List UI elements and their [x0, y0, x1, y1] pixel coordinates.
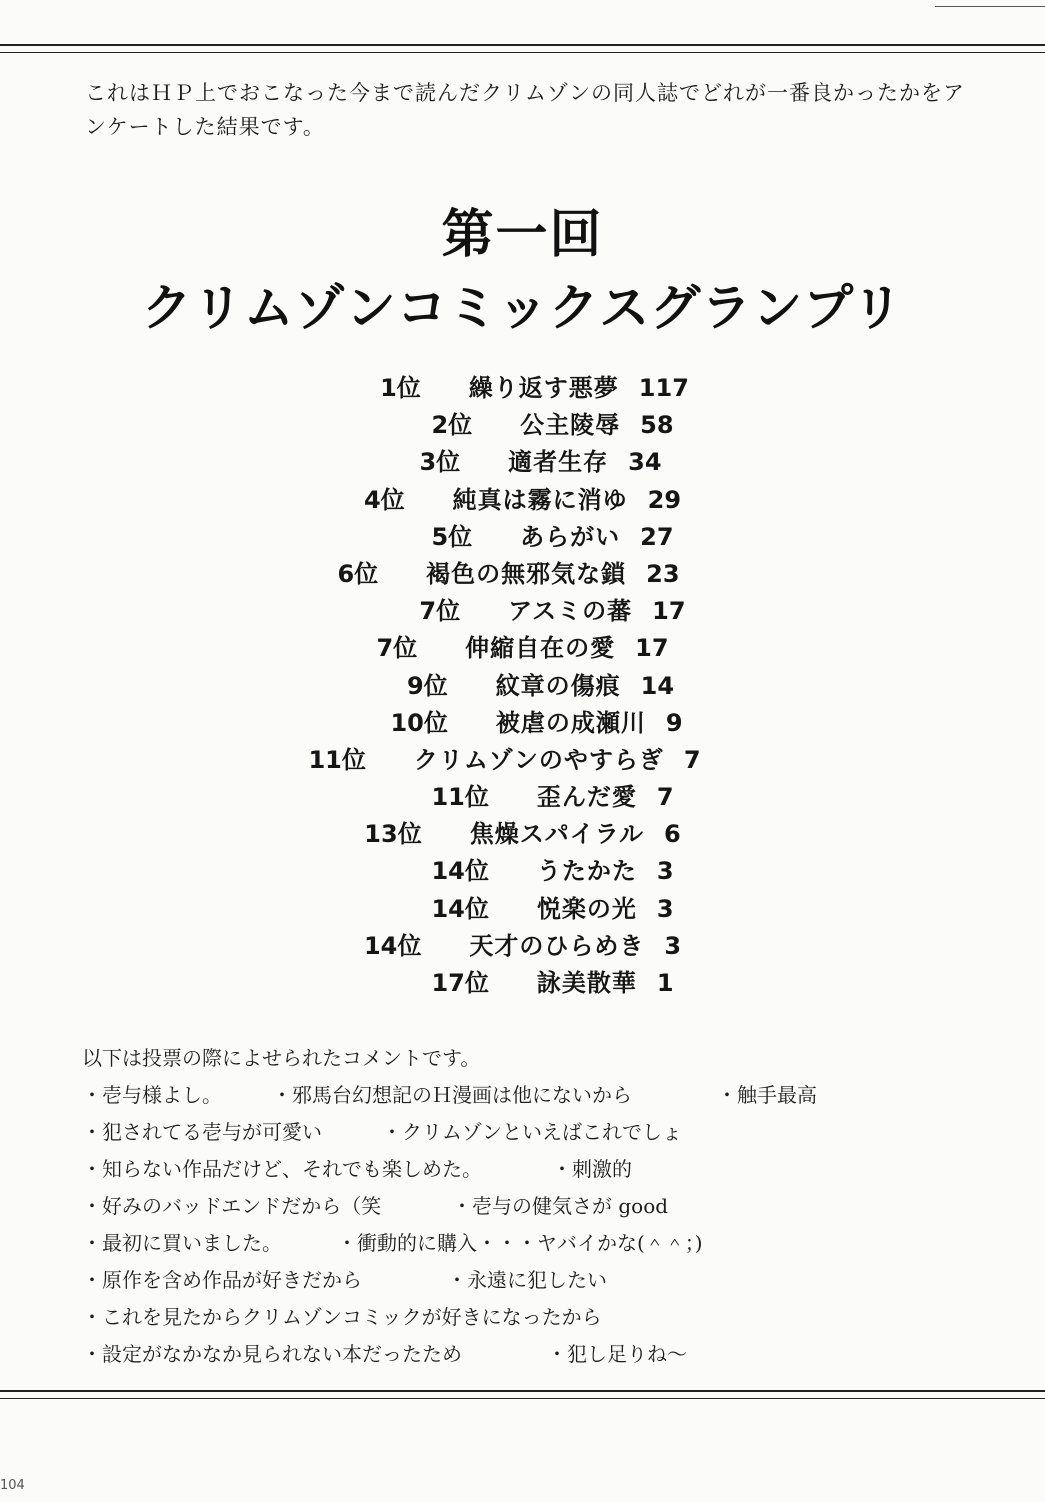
comment-line: [82, 1336, 982, 1373]
rank-title: 焦燥スパイラル: [469, 820, 644, 849]
rank-votes: 17: [635, 634, 669, 663]
rank-votes: 17: [652, 597, 686, 626]
rank-title: うたかた: [536, 857, 637, 886]
rank-votes: 7: [656, 783, 674, 812]
rank-votes: 23: [646, 559, 680, 588]
rank-title: 天才のひらめき: [469, 931, 645, 960]
ranking-row: [0, 482, 1045, 519]
comment-item: ・クリムゾンといえばこれでしょ: [382, 1120, 682, 1144]
bottom-double-rule: [0, 1390, 1045, 1399]
comment-item: ・永遠に犯したい: [447, 1268, 607, 1292]
rank-position: 10位: [390, 708, 448, 737]
ranking-row: [30, 407, 1045, 444]
comment-item: ・知らない作品だけど、それでも楽しめた。: [82, 1157, 482, 1181]
ranking-row: [30, 853, 1045, 890]
rank-votes: 34: [628, 448, 662, 477]
comment-item: ・犯されてる壱与が可愛い: [82, 1120, 322, 1144]
comment-item: ・好みのバッドエンドだから（笑: [82, 1194, 382, 1218]
rank-title: あらがい: [520, 522, 621, 551]
rank-title: 被虐の成瀬川: [495, 708, 646, 737]
comment-line: [82, 1114, 982, 1151]
rank-votes: 58: [640, 411, 674, 440]
ranking-row: [0, 742, 1027, 779]
rank-title: 適者生存: [508, 448, 609, 477]
rank-position: 9位: [406, 671, 448, 700]
comment-item: ・壱与様よし。: [82, 1083, 222, 1107]
rank-title: 褐色の無邪気な鎖: [426, 559, 627, 588]
rank-votes: 7: [683, 745, 701, 774]
rank-votes: 3: [656, 894, 674, 923]
comment-item: ・衝動的に購入・・・ヤバイかな(＾＾；): [337, 1231, 703, 1255]
comment-item: ・これを見たからクリムゾンコミックが好きになったから: [82, 1305, 602, 1329]
rank-position: 7位: [376, 634, 418, 663]
rank-votes: 9: [665, 708, 683, 737]
top-edge-mark: [935, 0, 1045, 7]
rank-title: アスミの蕃: [508, 597, 633, 626]
rank-title: 公主陵辱: [520, 411, 621, 440]
ranking-row: [14, 705, 1045, 742]
comment-item: ・邪馬台幻想記のＨ漫画は他にないから: [272, 1083, 632, 1107]
intro-line-2: ンケートした結果です。: [85, 115, 325, 139]
rank-position: 5位: [431, 522, 473, 551]
ranking-row: [18, 668, 1045, 705]
comment-item: ・設定がなかなか見られない本だったため: [82, 1342, 462, 1366]
rank-votes: 6: [663, 820, 681, 849]
intro-text: [85, 76, 985, 144]
rank-position: 4位: [363, 485, 405, 514]
rank-title: 詠美散華: [536, 969, 637, 997]
rank-title: 繰り返す悪夢: [468, 374, 619, 402]
comments-intro: 以下は投票の際によせられたコメントです。: [82, 1046, 481, 1070]
rank-votes: 14: [640, 671, 675, 700]
title-grand-prix: クリムゾンコミックスグランプリ: [141, 279, 904, 337]
ranking-row: [30, 593, 1045, 630]
rank-votes: 1: [656, 969, 674, 997]
rank-position: 7位: [419, 597, 461, 626]
rank-position: 14位: [431, 894, 489, 923]
comment-line: [82, 1151, 982, 1188]
comment-line: [82, 1188, 982, 1225]
comment-item: ・壱与の健気さが good: [452, 1194, 669, 1218]
comment-line: [82, 1077, 982, 1114]
rank-votes: 117: [638, 374, 689, 402]
comment-line: [82, 1299, 982, 1336]
ranking-row: [0, 816, 1045, 853]
ranking-row: [0, 556, 1031, 593]
comment-item: ・刺激的: [552, 1157, 632, 1181]
comment-item: ・触手最高: [717, 1083, 817, 1107]
ranking-row: [30, 891, 1045, 928]
ranking-row: [0, 928, 1045, 965]
rank-position: 14位: [363, 931, 422, 960]
ranking-list: [0, 370, 1045, 1002]
ranking-row: [30, 965, 1045, 1002]
comment-line: [82, 1262, 982, 1299]
comment-lines: [82, 1077, 982, 1373]
rank-position: 6位: [337, 559, 379, 588]
comment-item: ・犯し足りね～: [547, 1342, 687, 1366]
rank-position: 11位: [431, 783, 489, 812]
intro-line-1: これはＨＰ上でおこなった今まで読んだクリムゾンの同人誌でどれが一番良かったかをア: [85, 81, 965, 105]
rank-position: 13位: [364, 820, 422, 849]
rank-title: 紋章の傷痕: [495, 671, 621, 700]
page-number: 104: [0, 1478, 25, 1493]
top-double-rule: [0, 44, 1045, 53]
comment-line: [82, 1225, 982, 1262]
ranking-row: [18, 444, 1045, 481]
rank-votes: 29: [647, 485, 682, 514]
comment-item: ・最初に買いました。: [82, 1231, 282, 1255]
rank-position: 17位: [431, 969, 489, 997]
rank-votes: 27: [640, 522, 674, 551]
comments-section: [82, 1040, 982, 1373]
rank-title: クリムゾンのやすらぎ: [413, 745, 664, 774]
rank-position: 11位: [308, 745, 366, 774]
rank-position: 14位: [431, 857, 489, 886]
rank-title: 伸縮自在の愛: [465, 634, 616, 663]
rank-position: 2位: [431, 411, 473, 440]
rank-position: 1位: [380, 374, 421, 402]
rank-votes: 3: [664, 931, 682, 960]
rank-title: 悦楽の光: [536, 894, 637, 923]
rank-title: 純真は霧に消ゆ: [452, 485, 628, 514]
ranking-row: [30, 779, 1045, 816]
rank-position: 3位: [419, 448, 461, 477]
title-edition: 第一回: [441, 205, 604, 265]
ranking-row: [12, 370, 1045, 407]
rank-votes: 3: [656, 857, 674, 886]
ranking-row: [30, 519, 1045, 556]
comment-item: ・原作を含め作品が好きだから: [82, 1268, 362, 1292]
ranking-row: [0, 630, 1045, 667]
rank-title: 歪んだ愛: [536, 783, 637, 812]
